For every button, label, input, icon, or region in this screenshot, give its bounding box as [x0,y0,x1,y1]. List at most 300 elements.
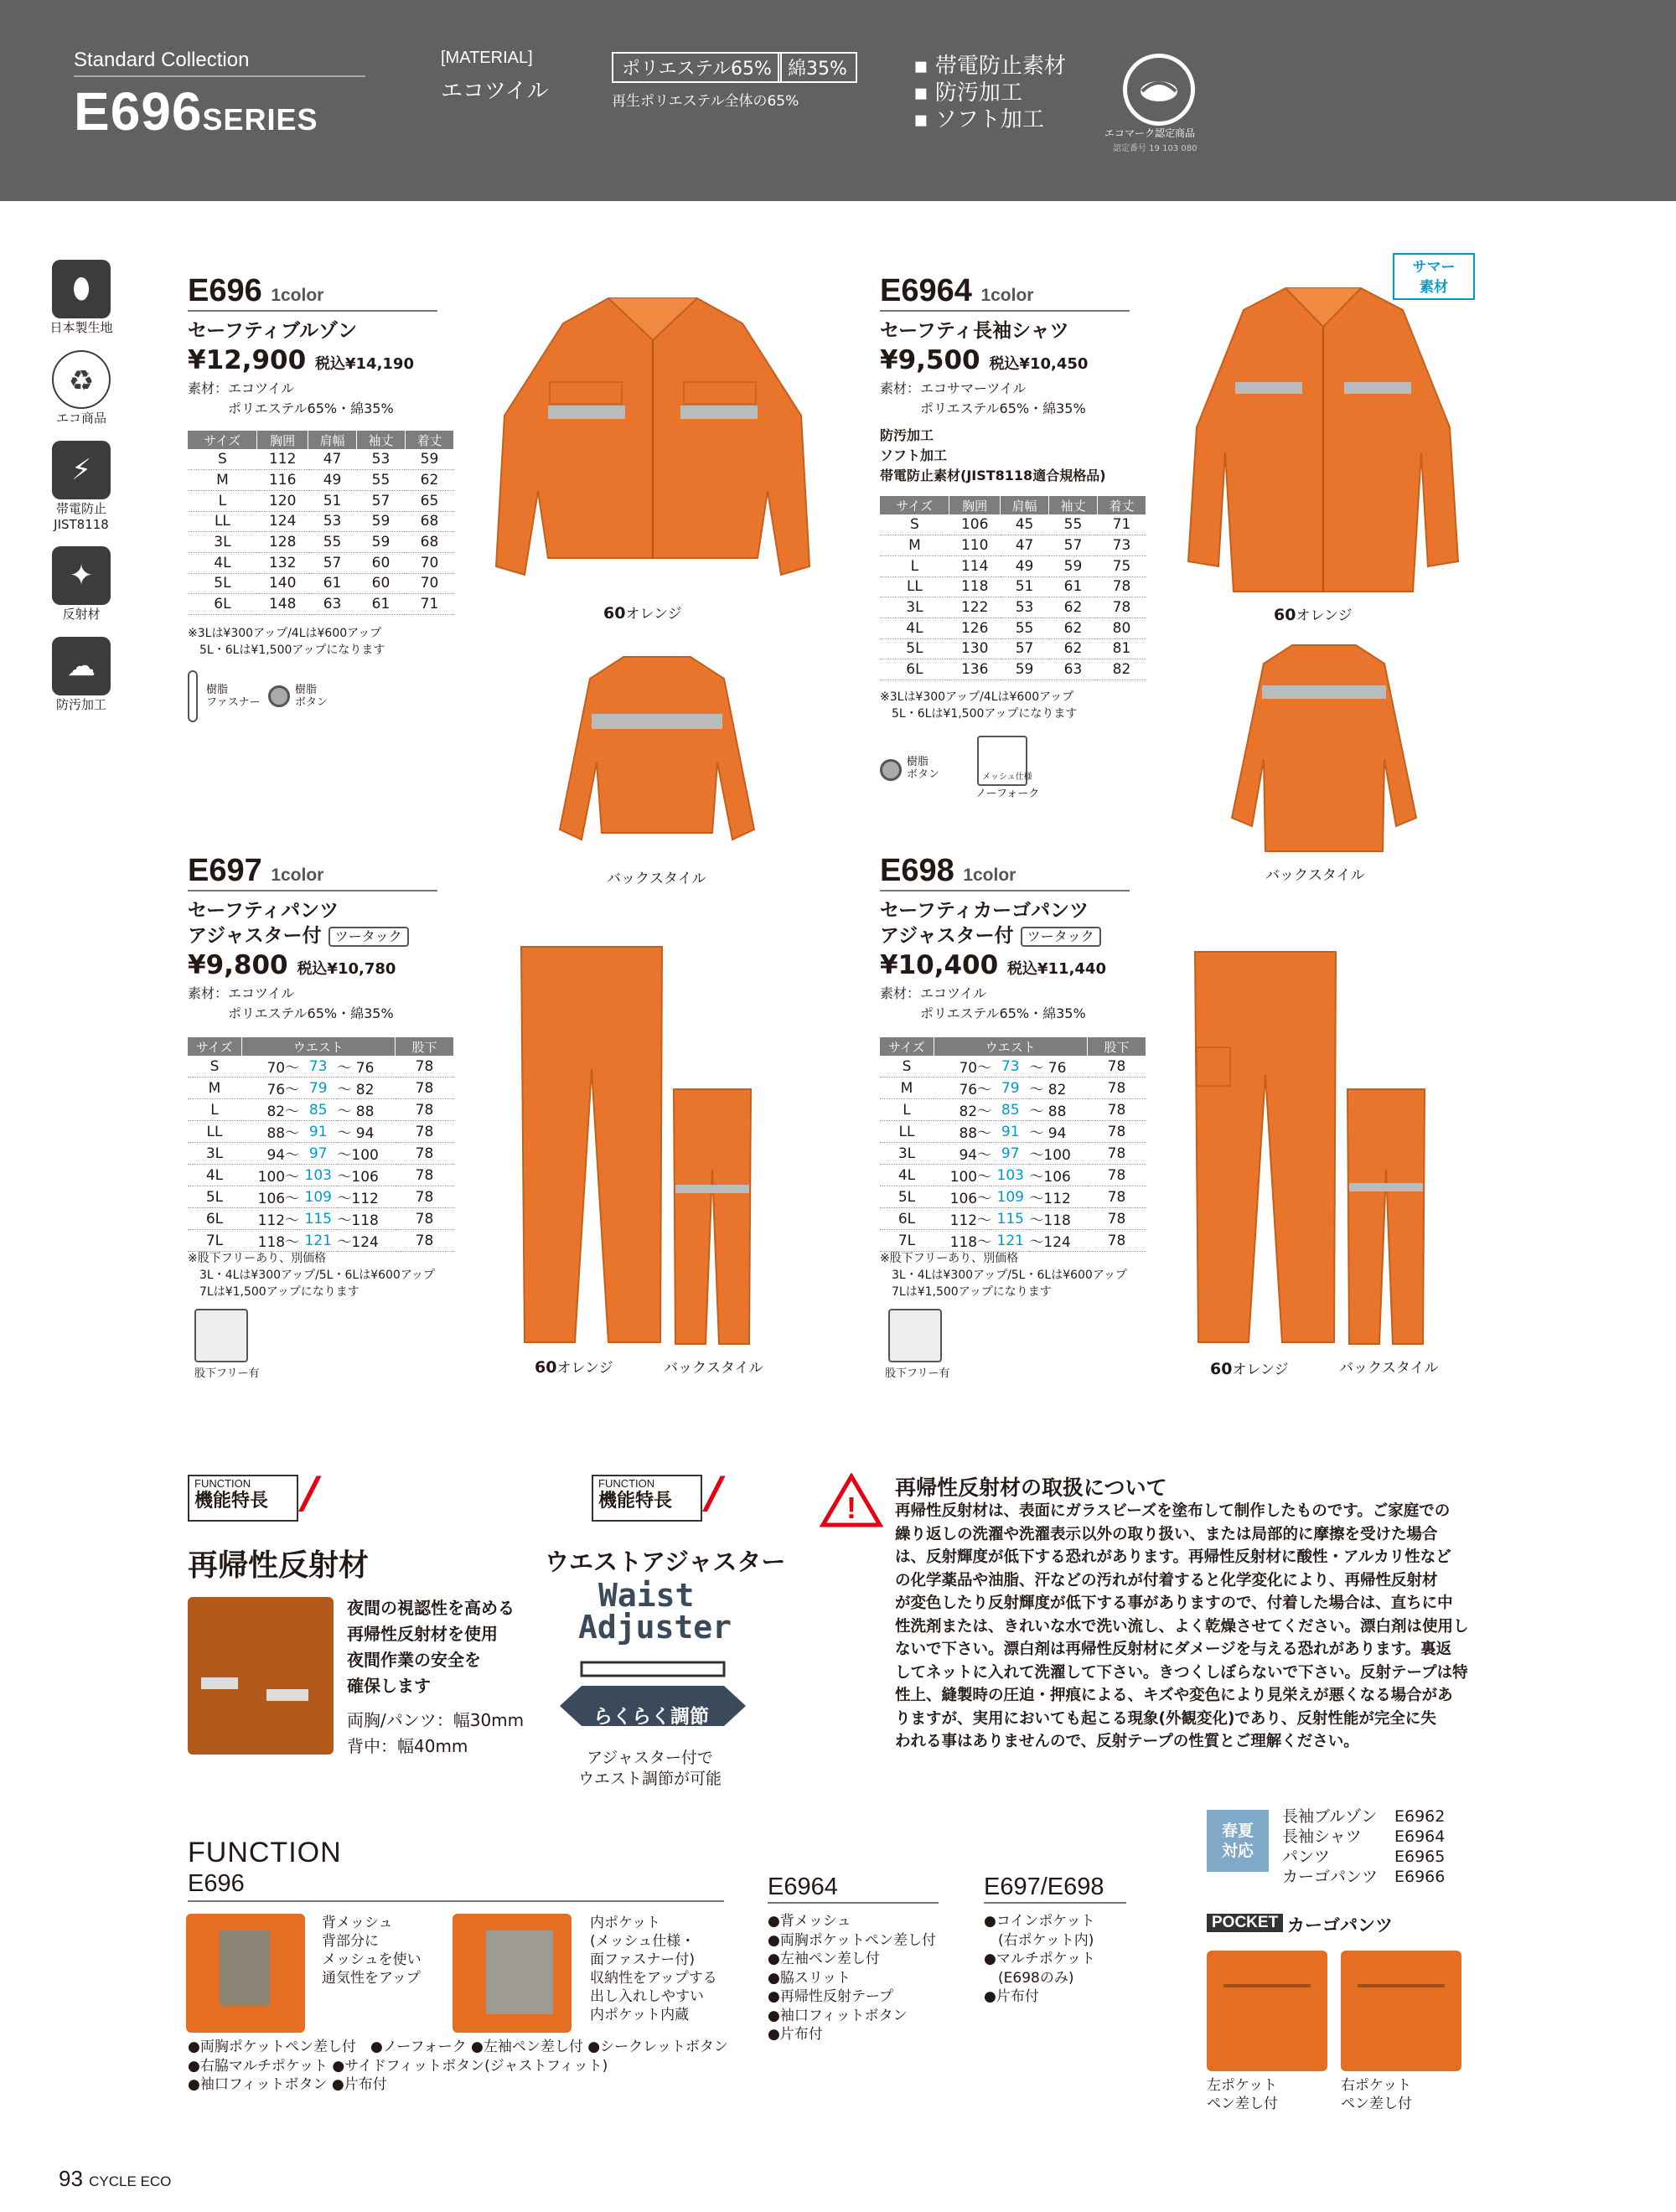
table-cell: 59 [357,511,406,532]
function1-title: 再帰性反射材 [188,1548,370,1583]
table-cell: 55 [1049,514,1098,535]
table-cell: ～ 76 [337,1056,395,1078]
table-row [880,1208,1146,1230]
e6964-note: ※3Lは¥300アップ/4Lは¥600アップ 5L・6Lは¥1,500アップになります [880,690,1078,721]
table-cell: 112 [257,449,308,470]
column-header: 肩幅 [1001,496,1049,514]
function2-badge: らくらく調節 [593,1706,709,1728]
table-row [880,1165,1146,1186]
table-cell: 51 [1001,576,1049,597]
e696-front-caption: 60オレンジ [603,604,682,623]
japan-icon: ⬮ [52,260,111,318]
spring-list-item [1282,1806,1445,1827]
left-pocket-caption: 左ポケット ペン差し付 [1207,2077,1278,2112]
e6964-material: 素材：エコサマーツイル ポリエステル65%・綿35% [880,380,1086,416]
table-row [188,1078,454,1099]
table-cell: 45 [1001,514,1049,535]
e6964-bullets: ●背メッシュ ●両胸ポケットペン差し付 ●左袖ペン差し付 ●脇スリット ●再帰性反射テープ ●袖口フィットボタン ●片布付 [768,1913,936,2043]
table-cell: 78 [1088,1186,1146,1208]
table-cell: 78 [1088,1078,1146,1099]
e6964-code: E6964 1color [880,273,1034,308]
e698-tuck-badge: ツータック [1021,927,1101,947]
e698-pants-front-image [1192,948,1339,1347]
column-header: 袖丈 [1049,496,1098,514]
table-row [188,470,454,491]
e6964-extra: 防汚加工 ソフト加工 帯電防止素材(JIST8118適合規格品) [880,427,1106,483]
table-row [188,511,454,532]
table-cell: 103 [991,1165,1029,1186]
eco-label: エコマーク認定商品 [1104,127,1196,139]
table-cell: 79 [299,1078,337,1099]
table-cell: 3L [880,1143,934,1165]
table-cell: 106～ [934,1186,991,1208]
table-cell: ～112 [1029,1186,1087,1208]
table-row [880,576,1146,597]
table-cell: 6L [880,1208,934,1230]
antistatic-icon: ⚡ [52,441,111,499]
table-cell: 136 [949,659,1001,680]
table-row [188,573,454,594]
table-cell: 68 [405,532,453,553]
table-cell: 61 [1049,576,1098,597]
e697-name: セーフティパンツ [188,900,339,922]
table-row [880,1186,1146,1208]
spring-item-name: カーゴパンツ [1282,1868,1379,1886]
e697-pants-back-image [670,1086,754,1347]
table-cell: 3L [188,532,257,553]
e696-price: ¥12,900 税込¥14,190 [188,345,414,375]
e697-tuck-badge: ツータック [328,927,409,947]
table-row [188,1143,454,1165]
e698-material: 素材：エコツイル ポリエステル65%・綿35% [880,985,1086,1021]
table-cell: 78 [396,1078,454,1099]
table-row [188,532,454,553]
e697-underline [188,890,437,892]
column-header: 着丈 [405,431,453,449]
series-code: E696 [74,81,203,142]
table-cell: 78 [396,1121,454,1143]
table-cell: 78 [396,1186,454,1208]
table-row [880,1056,1146,1078]
function-list-e6964: E6964 [768,1873,838,1900]
e696-list-underline [188,1900,724,1902]
e698-price: ¥10,400 税込¥11,440 [880,950,1106,980]
column-header: 胸囲 [257,431,308,449]
e698-free-label: 股下フリー有 [885,1367,950,1380]
function2-en1: Waist [598,1577,695,1614]
table-cell: 63 [1049,659,1098,680]
table-cell: 4L [880,1165,934,1186]
table-cell: 47 [1001,535,1049,556]
table-cell: 73 [1097,535,1146,556]
table-cell: S [880,1056,934,1078]
inner-pocket-photo [453,1914,572,2033]
cotton-tag: 綿35% [778,52,857,83]
svg-text:!: ! [846,1491,856,1525]
mesh-text: 背メッシュ 背部分に メッシュを使い 通気性をアップ [322,1915,422,1987]
table-cell: 59 [405,449,453,470]
spring-item-code: E6964 [1394,1827,1446,1846]
table-row [188,594,454,615]
table-cell: 57 [357,490,406,511]
table-cell: 53 [308,511,357,532]
table-cell: 70 [405,552,453,573]
table-cell: 49 [308,470,357,491]
header-band [0,0,1676,201]
e697-list-underline [984,1902,1126,1904]
table-cell: 140 [257,573,308,594]
table-row [880,1099,1146,1121]
table-cell: ～112 [337,1186,395,1208]
table-cell: 85 [991,1099,1029,1121]
left-pocket-photo [1207,1951,1327,2071]
function2-title: ウエストアジャスター [545,1548,786,1576]
table-cell: 116 [257,470,308,491]
e698-name: セーフティカーゴパンツ [880,900,1089,922]
e696-jacket-back-image [556,654,758,861]
table-row [880,1121,1146,1143]
recycle-icon: ♻ [52,350,111,409]
spring-list-item [1282,1827,1445,1847]
table-cell: 118～ [241,1230,299,1252]
column-header: 着丈 [1097,496,1146,514]
table-cell: 6L [880,659,949,680]
eco-mark-icon [1123,54,1195,126]
side-label-stain: 防汚加工 [55,697,106,712]
table-cell: 5L [880,638,949,659]
table-row [188,1208,454,1230]
inseam-free-icon [194,1309,248,1362]
spring-summer-badge: 春夏 対応 [1207,1810,1269,1872]
e696-material: 素材：エコツイル ポリエステル65%・綿35% [188,380,394,416]
function-tag-1: FUNCTION 機能特長 / [188,1475,298,1522]
e6964-size-table [880,496,1146,680]
function1-sizes: 両胸/パンツ：幅30mm 背中：幅40mm [347,1710,525,1756]
table-row [188,552,454,573]
table-cell: 88～ [934,1121,991,1143]
side-label-reflective: 反射材 [62,607,101,622]
table-cell: 91 [991,1121,1029,1143]
table-cell: 49 [1001,556,1049,576]
column-header: 袖丈 [357,431,406,449]
table-cell: 7L [880,1230,934,1252]
table-cell: ～100 [337,1143,395,1165]
table-cell: 120 [257,490,308,511]
e697-price: ¥9,800 税込¥10,780 [188,950,396,980]
e698-code: E698 1color [880,853,1016,888]
e696-jacket-front-image [491,290,815,597]
e697-free-label: 股下フリー有 [194,1367,260,1380]
function2-en2: Adjuster [578,1609,732,1646]
table-row [188,1121,454,1143]
warning-title: 再帰性反射材の取扱について [895,1476,1167,1500]
function1-body: 夜間の視認性を高める 再帰性反射材を使用 夜間作業の安全を 確保します [347,1598,515,1696]
reflective-photo [188,1597,334,1755]
e696-note: ※3Lは¥300アップ/4Lは¥600アップ 5L・6Lは¥1,500アップになります [188,627,385,657]
table-cell: 78 [1097,597,1146,618]
table-cell: 59 [1049,556,1098,576]
table-cell: 128 [257,532,308,553]
table-cell: LL [880,1121,934,1143]
table-cell: 110 [949,535,1001,556]
table-cell: 55 [1001,618,1049,638]
table-cell: 124 [257,511,308,532]
table-row [880,597,1146,618]
feature-3: ▪ ソフト加工 [913,107,1044,132]
e696-button-label: 樹脂 ボタン [295,684,328,709]
table-cell: 78 [1088,1056,1146,1078]
e697-pants-front-image [518,943,665,1347]
recycled-note: 再生ポリエステル全体の65% [612,93,799,110]
column-header: ウエスト [934,1037,1088,1056]
table-cell: 51 [308,490,357,511]
table-cell: 62 [1049,597,1098,618]
table-cell: 73 [991,1056,1029,1078]
table-cell: 5L [188,573,257,594]
e6964-shirt-front-image [1185,285,1461,595]
table-cell: 130 [949,638,1001,659]
spring-item-code: E6962 [1394,1807,1446,1826]
e696-name: セーフティブルゾン [188,320,358,342]
table-cell: ～ 82 [337,1078,395,1099]
table-cell: 81 [1097,638,1146,659]
column-header: サイズ [880,1037,934,1056]
table-cell: ～124 [1029,1230,1087,1252]
table-cell: S [880,514,949,535]
column-header: ウエスト [241,1037,396,1056]
table-cell: 103 [299,1165,337,1186]
table-cell: 121 [991,1230,1029,1252]
table-cell: L [880,556,949,576]
table-cell: 53 [1001,597,1049,618]
collection-label: Standard Collection [74,49,250,71]
function-tag-2: FUNCTION 機能特長 / [592,1475,702,1522]
table-cell: 115 [991,1208,1029,1230]
table-cell: 62 [1049,618,1098,638]
table-cell: 6L [188,1208,241,1230]
table-row [880,659,1146,680]
table-cell: 78 [396,1143,454,1165]
table-row [880,618,1146,638]
table-row [188,449,454,470]
e696-bullets: ●両胸ポケットペン差し付 ●ノーフォーク ●左袖ペン差し付 ●シークレットボタン ●右脇マルチポケット ●サイドフィットボタン(ジャストフィット) ●袖口フィットボタン ●片布付 [188,2039,728,2093]
table-cell: 121 [299,1230,337,1252]
table-cell: ～ 94 [1029,1121,1087,1143]
table-cell: LL [188,1121,241,1143]
function2-body: アジャスター付で ウエスト調節が可能 [578,1749,722,1788]
table-cell: 94～ [241,1143,299,1165]
table-cell: S [188,449,257,470]
zipper-icon [188,670,198,722]
table-cell: LL [880,576,949,597]
table-row [188,1186,454,1208]
table-cell: L [188,490,257,511]
table-cell: 73 [299,1056,337,1078]
series-title [74,80,318,142]
table-cell: M [188,470,257,491]
table-cell: 70～ [934,1056,991,1078]
e698-sub: アジャスター付 ツータック [880,923,1101,948]
table-cell: 94～ [934,1143,991,1165]
table-cell: 47 [308,449,357,470]
table-cell: 122 [949,597,1001,618]
column-header: サイズ [880,496,949,514]
right-pocket-caption: 右ポケット ペン差し付 [1341,2077,1412,2112]
table-cell: 68 [405,511,453,532]
table-cell: 132 [257,552,308,573]
e696-code: E696 1color [188,273,324,308]
table-cell: 78 [1097,576,1146,597]
e698-back-caption: バックスタイル [1339,1360,1439,1377]
table-cell: 7L [188,1230,241,1252]
pocket-text: 内ポケット (メッシュ仕様・ 面ファスナー付) 収納性をアップする 出し入れしやすい 内ポケット内蔵 [590,1915,717,2023]
e697-back-caption: バックスタイル [664,1360,763,1377]
e697-size-table [188,1037,454,1252]
pocket-title: カーゴパンツ [1287,1915,1393,1936]
table-cell: 71 [1097,514,1146,535]
table-row [188,1056,454,1078]
table-cell: 112～ [934,1208,991,1230]
table-cell: 82～ [934,1099,991,1121]
table-cell: 3L [188,1143,241,1165]
table-cell: 6L [188,594,257,615]
table-cell: 57 [1049,535,1098,556]
table-cell: 61 [357,594,406,615]
function-list-e697: E697/E698 [984,1873,1104,1900]
column-header: 肩幅 [308,431,357,449]
table-cell: 109 [299,1186,337,1208]
column-header: 股下 [1088,1037,1146,1056]
table-row [188,1099,454,1121]
table-cell: 75 [1097,556,1146,576]
table-row [880,535,1146,556]
right-pocket-photo [1341,1951,1461,2071]
table-row [188,490,454,511]
table-cell: 100～ [934,1165,991,1186]
table-cell: 106～ [241,1186,299,1208]
warning-icon [820,1473,883,1528]
e697-bullets: ●コインポケット (右ポケット内) ●マルチポケット (E698のみ) ●片布付 [984,1913,1095,2005]
table-cell: 78 [1088,1165,1146,1186]
footer-brand: CYCLE ECO [89,2173,172,2189]
e698-underline [880,890,1130,892]
material-tag: [MATERIAL] [441,49,533,67]
table-cell: 61 [308,573,357,594]
table-cell: 55 [357,470,406,491]
e697-front-caption: 60オレンジ [535,1358,613,1377]
page-number: 93 [59,2166,83,2191]
table-cell: ～118 [337,1208,395,1230]
spring-item-code: E6966 [1394,1868,1446,1886]
inseam-free-icon [888,1309,942,1362]
spring-list [1282,1806,1445,1887]
table-cell: ～ 76 [1029,1056,1087,1078]
table-row [880,556,1146,576]
table-cell: 4L [188,552,257,573]
e697-material: 素材：エコツイル ポリエステル65%・綿35% [188,985,394,1021]
material-name: エコツイル [441,79,549,104]
header-divider [74,75,365,77]
page-footer [59,2166,171,2192]
table-cell: 115 [299,1208,337,1230]
e696-size-table [188,431,454,615]
column-header: 股下 [396,1037,454,1056]
summer-badge: サマー 素材 [1393,253,1475,300]
button-icon [268,685,290,707]
table-cell: 53 [357,449,406,470]
table-cell: 55 [308,532,357,553]
table-row [880,1078,1146,1099]
table-row [880,1230,1146,1252]
e6964-underline [880,310,1130,312]
e696-fastener-label: 樹脂 ファスナー [206,684,261,709]
table-cell: 78 [396,1230,454,1252]
table-row [188,1230,454,1252]
table-cell: ～ 94 [337,1121,395,1143]
e6964-button-label: 樹脂 ボタン [907,756,940,781]
e6964-price: ¥9,500 税込¥10,450 [880,345,1089,375]
table-cell: M [188,1078,241,1099]
table-cell: 82 [1097,659,1146,680]
table-cell: ～106 [337,1165,395,1186]
table-cell: 78 [1088,1230,1146,1252]
table-cell: 78 [1088,1121,1146,1143]
table-cell: 78 [1088,1143,1146,1165]
e6964-list-underline [768,1902,939,1904]
table-cell: ～124 [337,1230,395,1252]
e696-back-caption: バックスタイル [607,871,706,887]
table-row [880,514,1146,535]
table-cell: 70～ [241,1056,299,1078]
e6964-shirt-back-image [1229,642,1420,856]
feature-1: ▪ 帯電防止素材 [913,54,1066,79]
table-cell: 65 [405,490,453,511]
table-cell: 126 [949,618,1001,638]
table-cell: 78 [396,1099,454,1121]
table-cell: 91 [299,1121,337,1143]
table-cell: 118～ [934,1230,991,1252]
button-icon [880,759,902,781]
table-cell: ～118 [1029,1208,1087,1230]
table-cell: 78 [396,1208,454,1230]
table-cell: ～ 88 [337,1099,395,1121]
table-cell: 112～ [241,1208,299,1230]
table-cell: L [880,1099,934,1121]
function-list-e696: E696 [188,1870,245,1897]
table-cell: 60 [357,552,406,573]
e697-sub: アジャスター付 ツータック [188,923,409,948]
table-cell: 78 [1088,1099,1146,1121]
table-cell: ～100 [1029,1143,1087,1165]
e698-size-table [880,1037,1146,1252]
table-cell: 71 [405,594,453,615]
table-cell: 97 [991,1143,1029,1165]
table-row [880,638,1146,659]
table-cell: 76～ [241,1078,299,1099]
eco-number: 認定番号 19 103 080 [1113,144,1198,153]
table-cell: 82～ [241,1099,299,1121]
table-cell: 148 [257,594,308,615]
table-cell: 79 [991,1078,1029,1099]
table-cell: 85 [299,1099,337,1121]
side-label-japan: 日本製生地 [49,320,113,335]
function-list-title: FUNCTION [188,1837,342,1868]
spring-item-code: E6965 [1394,1848,1446,1866]
e697-code: E697 1color [188,853,324,888]
table-cell: 88～ [241,1121,299,1143]
e698-pants-back-image [1344,1086,1428,1347]
table-cell: 59 [1001,659,1049,680]
